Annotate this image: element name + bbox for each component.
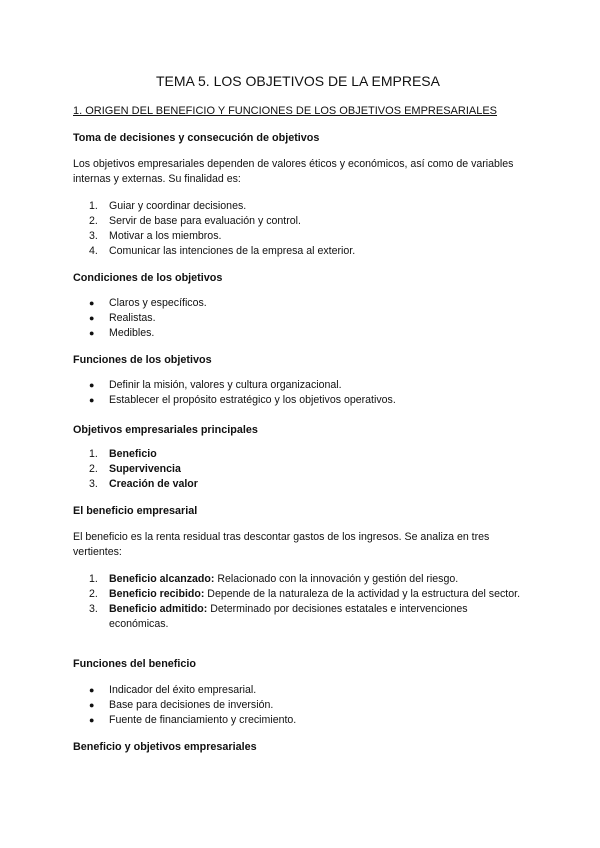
list-item	[73, 683, 523, 698]
list-marker: 1.	[89, 200, 98, 212]
list-marker: 1.	[89, 573, 98, 585]
list-item	[73, 311, 523, 326]
list-item-text: Definir la misión, valores y cultura organizacional.	[109, 379, 342, 391]
list-item	[73, 326, 523, 341]
list-item-text: Establecer el propósito estratégico y los objetivos operativos.	[109, 394, 396, 406]
heading-profit-and-objectives: Beneficio y objetivos empresariales	[73, 741, 257, 753]
list-item-text: Comunicar las intenciones de la empresa al exterior.	[109, 245, 356, 257]
list-item-text: Beneficio	[109, 448, 157, 460]
list-marker: 3.	[89, 603, 98, 615]
heading-main-objectives: Objetivos empresariales principales	[73, 424, 258, 436]
list-item	[73, 229, 523, 244]
heading-functions-objectives: Funciones de los objetivos	[73, 354, 212, 366]
list-item-text: Motivar a los miembros.	[109, 230, 222, 242]
list-item-text: Servir de base para evaluación y control.	[109, 215, 301, 227]
list-item	[73, 602, 523, 632]
heading-business-profit: El beneficio empresarial	[73, 505, 198, 517]
list-marker: 1.	[89, 448, 98, 460]
list-item-text: Claros y específicos.	[109, 297, 207, 309]
list-item-text: Medibles.	[109, 327, 155, 339]
bullet-list-functions	[73, 378, 523, 408]
list-item	[73, 587, 523, 602]
paragraph-intro: Los objetivos empresariales dependen de valores éticos y económicos, así como de variables internas y externas. Su finalidad es:	[73, 158, 514, 185]
list-marker: 2.	[89, 588, 98, 600]
bullet-icon: ●	[89, 328, 95, 338]
list-item-text: Creación de valor	[109, 478, 198, 490]
list-item	[73, 698, 523, 713]
list-marker: 3.	[89, 230, 98, 242]
list-item-text: Indicador del éxito empresarial.	[109, 684, 257, 696]
list-item	[73, 713, 523, 728]
document-title: TEMA 5. LOS OBJETIVOS DE LA EMPRESA	[156, 73, 440, 89]
heading-decisions: Toma de decisiones y consecución de objetivos	[73, 132, 320, 144]
list-item-text: Guiar y coordinar decisiones.	[109, 200, 247, 212]
list-item	[73, 572, 523, 587]
list-item	[73, 447, 523, 462]
list-item	[73, 378, 523, 393]
list-item	[73, 296, 523, 311]
bullet-icon: ●	[89, 700, 95, 710]
term: Beneficio admitido:	[109, 603, 208, 615]
bullet-icon: ●	[89, 380, 95, 390]
heading-profit-functions: Funciones del beneficio	[73, 658, 196, 670]
term: Beneficio recibido:	[109, 588, 205, 600]
bullet-icon: ●	[89, 298, 95, 308]
list-item	[73, 393, 523, 408]
paragraph-profit: El beneficio es la renta residual tras descontar gastos de los ingresos. Se analiza en tres vertientes:	[73, 531, 490, 558]
heading-conditions: Condiciones de los objetivos	[73, 272, 223, 284]
list-marker: 4.	[89, 245, 98, 257]
list-item-text: Fuente de financiamiento y crecimiento.	[109, 714, 297, 726]
list-item	[73, 199, 523, 214]
description: Determinado por decisiones estatales e intervenciones económicas.	[109, 603, 468, 630]
bullet-icon: ●	[89, 395, 95, 405]
list-item	[73, 462, 523, 477]
list-item	[73, 214, 523, 229]
numbered-list-profit-aspects	[73, 572, 523, 632]
section-heading: 1. ORIGEN DEL BENEFICIO Y FUNCIONES DE LOS OBJETIVOS EMPRESARIALES	[73, 105, 498, 117]
list-item	[73, 477, 523, 492]
bullet-icon: ●	[89, 685, 95, 695]
numbered-list-purposes	[73, 199, 523, 259]
numbered-list-main-objectives	[73, 447, 523, 492]
description: Depende de la naturaleza de la actividad y la estructura del sector.	[204, 588, 521, 600]
description: Relacionado con la innovación y gestión del riesgo.	[214, 573, 459, 585]
list-item-text: Supervivencia	[109, 463, 181, 475]
bullet-list-conditions	[73, 296, 523, 341]
list-item-text: Realistas.	[109, 312, 156, 324]
bullet-icon: ●	[89, 313, 95, 323]
list-marker: 3.	[89, 478, 98, 490]
list-item	[73, 244, 523, 259]
term: Beneficio alcanzado:	[109, 573, 215, 585]
bullet-list-profit-functions	[73, 683, 523, 728]
bullet-icon: ●	[89, 715, 95, 725]
list-marker: 2.	[89, 463, 98, 475]
list-marker: 2.	[89, 215, 98, 227]
list-item-text: Base para decisiones de inversión.	[109, 699, 274, 711]
